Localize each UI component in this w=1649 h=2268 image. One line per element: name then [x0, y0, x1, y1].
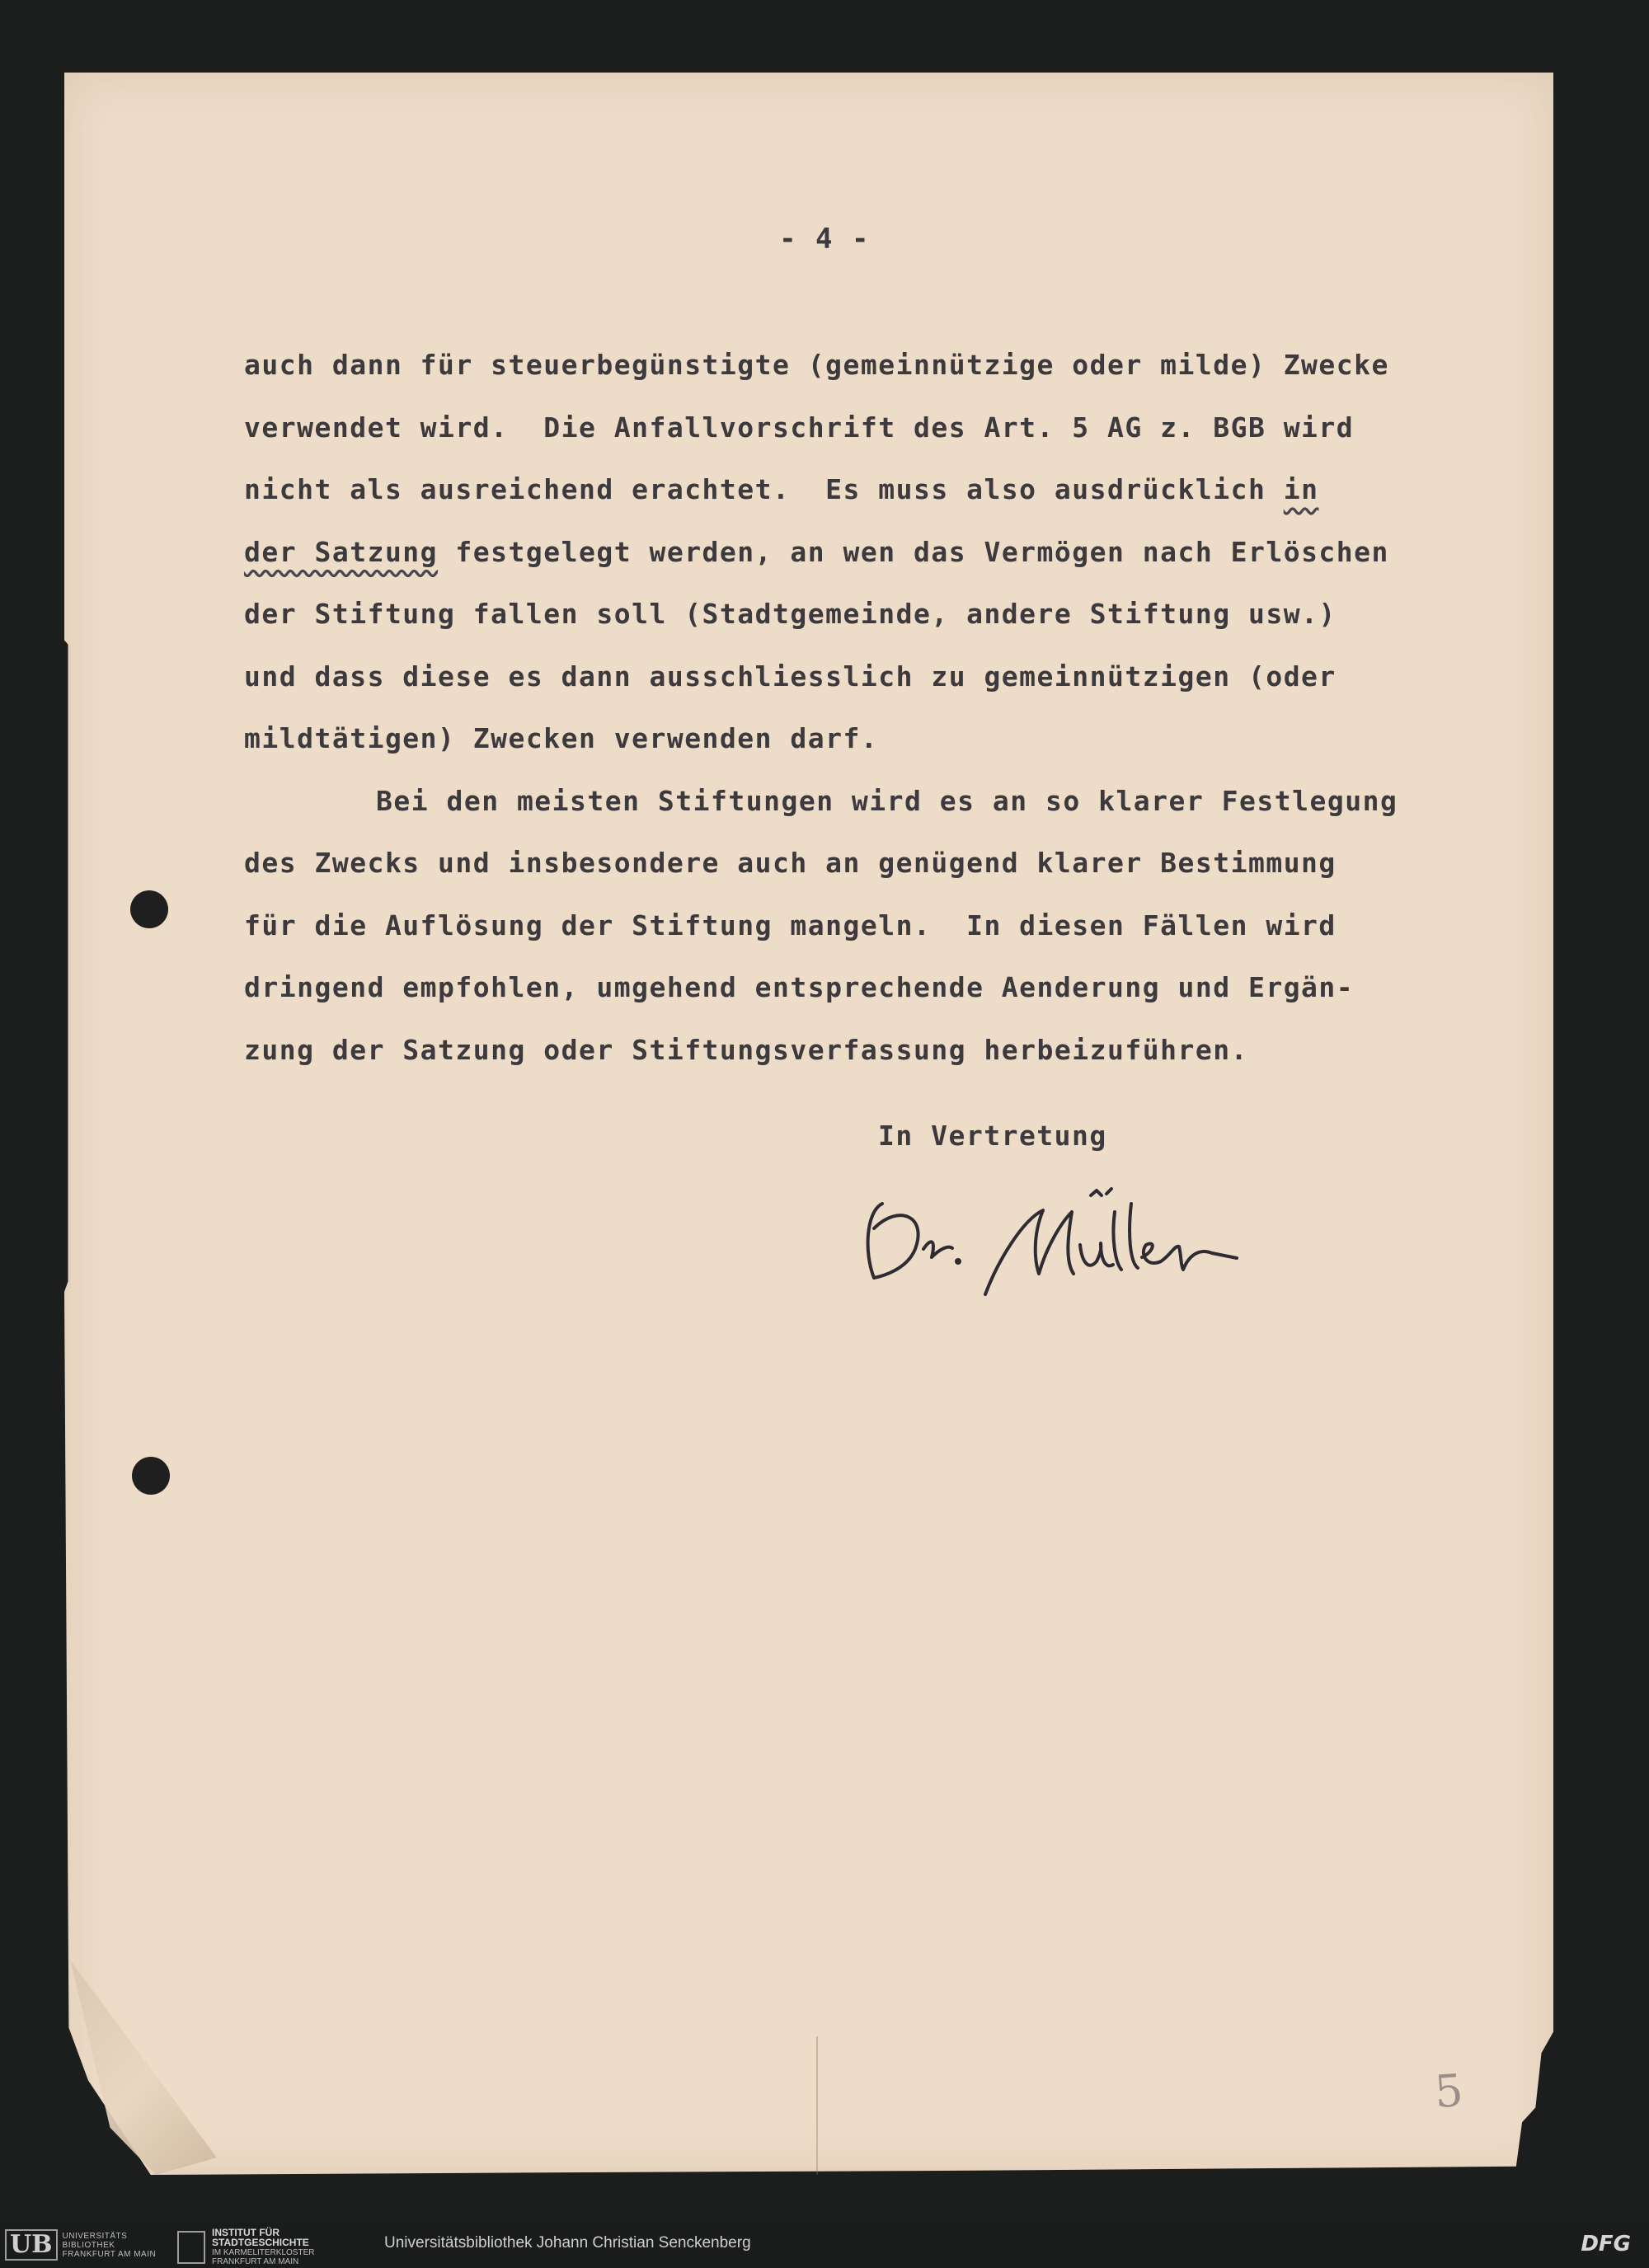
text-line — [244, 521, 1481, 584]
text-line: auch dann für steuerbegünstigte (gemeinnützige oder milde) Zwecke — [244, 349, 1389, 381]
paper-crease — [816, 2036, 818, 2175]
text-span: festgelegt werden, an wen das Vermögen nach Erlöschen — [438, 535, 1389, 568]
institute-logo-text — [212, 2228, 314, 2266]
punch-hole-top — [130, 890, 168, 928]
isg-line: FRANKFURT AM MAIN — [212, 2257, 299, 2266]
ub-logo-text — [63, 2232, 157, 2259]
institute-logo[interactable] — [177, 2228, 314, 2266]
ub-line: BIBLIOTHEK — [62, 2240, 115, 2250]
isg-line: INSTITUT FÜR — [212, 2227, 280, 2238]
text-line — [244, 458, 1481, 521]
underlined-text: der Satzung — [244, 535, 439, 568]
isg-line: STADTGESCHICHTE — [212, 2237, 309, 2248]
ub-line: UNIVERSITÄTS — [62, 2231, 128, 2241]
closing-phrase: In Vertretung — [878, 1120, 1107, 1152]
university-library-logo[interactable] — [5, 2228, 156, 2261]
ub-mark: UB — [5, 2229, 58, 2261]
viewer-footer — [0, 2222, 1649, 2268]
pencil-annotation: 5 — [1432, 2064, 1465, 2119]
library-credit: Universitätsbibliothek Johann Christian Senckenberg — [384, 2234, 751, 2252]
letter-body — [244, 334, 1481, 1081]
text-span: nicht als ausreichend erachtet. Es muss also ausdrücklich — [244, 473, 1284, 505]
handwritten-signature — [849, 1179, 1311, 1303]
text-line: des Zwecks und insbesondere auch an genügend klarer Bestimmung — [244, 847, 1337, 879]
page-number: - 4 - — [779, 223, 870, 256]
punch-hole-bottom — [132, 1457, 170, 1495]
underlined-text: in — [1283, 473, 1319, 505]
text-line: zung der Satzung oder Stiftungsverfassung herbeizuführen. — [244, 1033, 1248, 1066]
text-line: und dass diese es dann ausschliesslich zu gemeinnützigen (oder — [244, 660, 1337, 693]
text-line: dringend empfohlen, umgehend entsprechende Aenderung und Ergän- — [244, 971, 1355, 1003]
text-line: für die Auflösung der Stiftung mangeln. In diesen Fällen wird — [244, 909, 1337, 941]
text-line: Bei den meisten Stiftungen wird es an so klarer Festlegung — [376, 784, 1398, 817]
institute-emblem-icon — [177, 2231, 205, 2264]
text-line: verwendet wird. Die Anfallvorschrift des Art. 5 AG z. BGB wird — [244, 411, 1355, 444]
ub-line: FRANKFURT AM MAIN — [62, 2249, 157, 2259]
isg-line: IM KARMELITERKLOSTER — [212, 2248, 315, 2257]
dfg-logo[interactable]: DFG — [1581, 2232, 1631, 2256]
text-line: mildtätigen) Zwecken verwenden darf. — [244, 722, 879, 754]
text-line: der Stiftung fallen soll (Stadtgemeinde, andere Stiftung usw.) — [244, 598, 1337, 630]
